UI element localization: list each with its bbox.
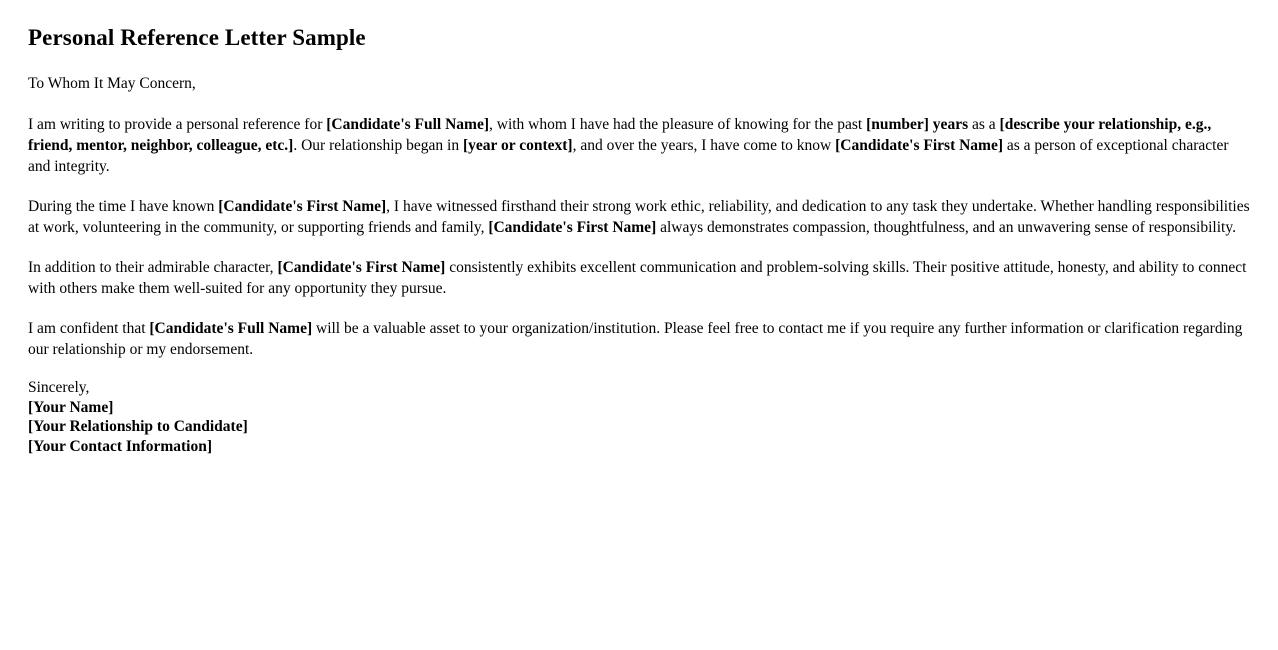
signer-relationship: [Your Relationship to Candidate]: [28, 418, 248, 436]
closing-block: [28, 379, 1250, 456]
paragraph-intro: I am writing to provide a personal reference for [Candidate's Full Name], with whom I have had the pleasure of knowing for the past [number] years as a [describe your relationship, e.g., friend, mentor, neighbor, colleague, etc.]. Our relationship began in [year or context], and over the years, I have come to know [Candidate's First Name] as a person of exceptional character and integrity.: [28, 115, 1229, 175]
sign-off: Sincerely,: [28, 379, 90, 397]
page-title: Personal Reference Letter Sample: [28, 25, 366, 50]
paragraph-work-ethic: During the time I have known [Candidate's First Name], I have witnessed firsthand their strong work ethic, reliability, and dedication to any task they undertake. Whether handling responsibilities at work, volunteering in the community, or supporting friends and family, [Candidate's First Name] always demonstrates compassion, thoughtfulness, and an unwavering sense of responsibility.: [28, 197, 1250, 236]
paragraph-skills: In addition to their admirable character, [Candidate's First Name] consistently exhibits excellent communication and problem-solving skills. Their positive attitude, honesty, and ability to connect with others make them well-suited for any opportunity they pursue.: [28, 258, 1247, 297]
paragraph-closing-statement: I am confident that [Candidate's Full Name] will be a valuable asset to your organization/institution. Please feel free to contact me if you require any further information or clarification regarding our relationship or my endorsement.: [28, 320, 1243, 359]
salutation: To Whom It May Concern,: [28, 74, 196, 92]
signer-name: [Your Name]: [28, 398, 114, 416]
signer-contact: [Your Contact Information]: [28, 438, 212, 455]
